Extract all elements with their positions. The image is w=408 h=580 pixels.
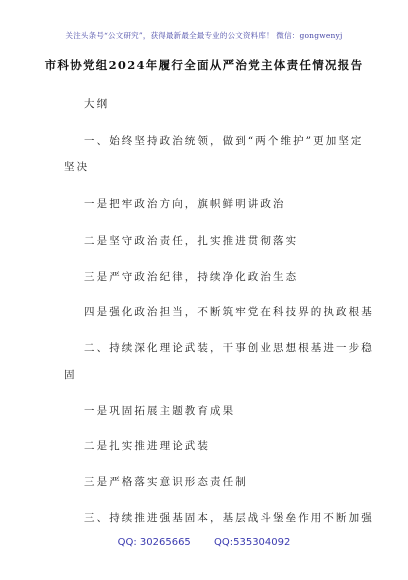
footer-contact [0,537,408,548]
document-title: 市科协党组2024年履行全面从严治党主体责任情况报告 [44,58,364,72]
list-item: 三是严守政治纪律，持续净化政治生态 [84,271,299,283]
header-note: 关注头条号“公文研究”，获得最新最全最专业的公文资料库！ 微信：gongwenyj [65,31,343,40]
list-item: 三是严格落实意识形态责任制 [84,476,248,488]
list-item: 二是坚守政治责任，扎实推进贯彻落实 [84,235,299,247]
heading-2: 二、持续深化理论武装，干事创业思想根基进一步稳 [84,342,374,354]
list-item: 一是把牢政治方向，旗帜鲜明讲政治 [84,198,286,210]
heading-3: 三、持续推进强基固本，基层战斗堡垒作用不断加强 [84,512,374,524]
outline-label: 大纲 [84,98,110,110]
heading-1-continuation: 坚决 [64,161,90,173]
list-item: 四是强化政治担当，不断筑牢党在科技界的执政根基 [84,306,374,318]
footer-qq-2: QQ:535304092 [214,537,291,548]
list-item: 二是扎实推进理论武装 [84,440,210,452]
heading-1: 一、始终坚持政治统领，做到“两个维护”更加坚定 [84,135,364,147]
footer-qq-1: QQ: 30265665 [117,537,191,548]
list-item: 一是巩固拓展主题教育成果 [84,405,236,417]
heading-2-continuation: 固 [64,369,77,381]
